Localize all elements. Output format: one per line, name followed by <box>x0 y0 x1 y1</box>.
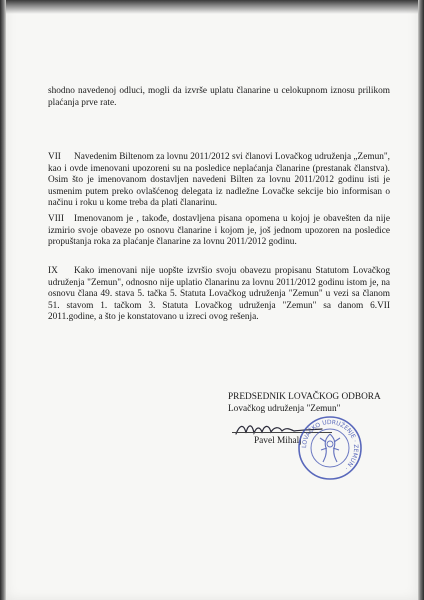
signatory-name: Pavel Mihalj <box>254 436 302 446</box>
scan-shadow-right <box>418 0 424 600</box>
paragraph-text: Kako imenovani nije uopšte izvršio svoju obavezu propisanu Statutom Lovačkog udruženja "Zemun", odnosno nije uplatio članarinu za lovnu 2011/2012 godinu istom je, na osnovu člana 49. stava 5. tačka 5. Statuta Lovačkog udruženja "Zemun" u vezi sa članom 51. stavom 1. tačkom 3. Statuta Lovačkog udruženja "Zemun" sa danom 6.VII 2011.godine, a što je konstatovano u izreci ovog rešenja. <box>48 266 390 323</box>
scan-shadow-top <box>0 0 424 14</box>
scan-shadow-left <box>0 0 6 600</box>
signature-block <box>228 392 381 415</box>
paragraph-text: Imenovanom je , takođe, dostavljena pisana opomena u kojoj je obavešten da nije izmirio svoje obaveze po osnovu članarine i kojom je, još jednom upozoren na posledice propuštanja roka za plaćanje članarine za lovnu 2011/2012 godinu. <box>48 214 390 248</box>
signatory-organization: Lovačkog udruženja "Zemun" <box>228 403 341 414</box>
paragraph-number: VIII <box>48 214 65 224</box>
paragraph-text: shodno navedenoj odluci, mogli da izvrše uplatu članarine u celokupnom iznosu prilikom plaćanja prve rate. <box>48 86 390 108</box>
paragraph-vii <box>48 152 390 210</box>
paragraph-number: IX <box>48 266 58 276</box>
paragraph-viii <box>48 214 390 249</box>
official-seal <box>296 414 364 482</box>
signatory-title: PREDSEDNIK LOVAČKOG ODBORA <box>228 392 381 402</box>
paragraph-ix <box>48 266 390 324</box>
svg-text:LOVAČKO UDRUŽENJE · ZEMUN ·: LOVAČKO UDRUŽENJE · ZEMUN · <box>300 418 360 472</box>
paragraph-continuation <box>48 86 390 109</box>
paragraph-text: Navedenim Biltenom za lovnu 2011/2012 svi članovi Lovačkog udruženja „Zemun", kao i ovde imenovani upozoreni su na posledice neplaćanja članarine (prestanak članstva). Osim što je imenovanom dostavljen navedeni Bilten za lovnu 2011/2012 godinu isti je usmenim putem preko ovlašćenog delegata iz nadležne Lovačke sekcije bio informisan o načinu i roku u kome treba da plati članarinu. <box>48 152 390 209</box>
paragraph-number: VII <box>48 152 61 162</box>
